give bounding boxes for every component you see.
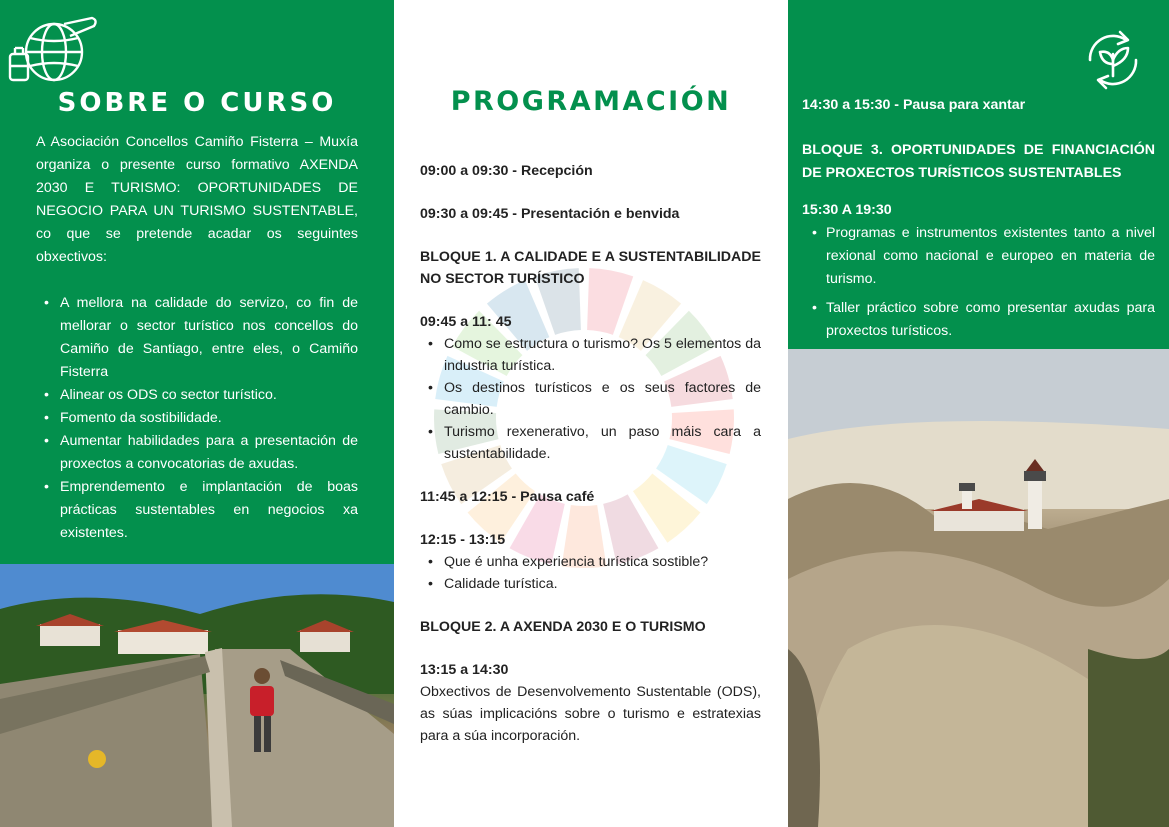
afternoon-schedule-section [788,0,1169,349]
session1-time: 09:45 a 11: 45 [420,314,512,330]
course-title: SOBRE O CURSO [57,88,337,118]
session2 [420,529,761,595]
lunch-slot [802,94,1155,117]
presentation-label: 09:30 a 09:45 - Presentación e benvida [420,206,680,222]
session1 [420,311,761,465]
session3-time: 13:15 a 14:30 [420,662,509,678]
objective-item: • Fomento da sostibilidade. [36,407,358,430]
coffee-break-label: 11:45 a 12:15 - Pausa café [420,489,595,505]
session2-topics [420,551,761,595]
topic-item: • Os destinos turísticos e os seus factores de cambio. [420,377,761,421]
left-panel [0,0,394,827]
reception-slot [420,160,761,182]
right-panel [788,0,1169,827]
middle-panel [394,0,788,827]
topic-item: • Como se estructura o turismo? Os 5 elementos da industria turística. [420,333,761,377]
block3-title: BLOQUE 3. OPORTUNIDADES DE FINANCIACIÓN DE PROXECTOS TURÍSTICOS SUSTENTABLES [802,142,1155,181]
block1-section [420,246,761,290]
objectives-list [36,292,358,545]
recycle-leaf-icon [1080,24,1146,96]
session4-topics [802,222,1155,343]
block2-section [420,616,761,638]
programme-title: PROGRAMACIÓN [450,86,732,117]
reception-label: 09:00 a 09:30 - Recepción [420,163,593,179]
session4-time: 15:30 A 19:30 [802,202,892,218]
session2-time: 12:15 - 13:15 [420,532,506,548]
objective-item: • Aumentar habilidades para a presentación de proxectos a convocatorias de axudas. [36,430,358,476]
presentation-slot [420,203,761,225]
globe-suitcase-icon [6,14,100,86]
objective-item: • Emprendemento e implantación de boas prácticas sustentables en negocios xa existentes. [36,476,358,545]
programme-schedule [420,160,761,768]
objective-item: • A mellora na calidade do servizo, co fin de mellorar o sector turístico nos concellos do Camiño de Santiago, entre eles, o Camiño Fisterra [36,292,358,384]
topic-item: • Programas e instrumentos existentes tanto a nivel rexional como nacional e europeo en materia de turismo. [802,222,1155,291]
bridge-scene-illustration [0,564,394,827]
session1-topics [420,333,761,465]
block3-section [802,139,1155,185]
lunch-label: 14:30 a 15:30 - Pausa para xantar [802,97,1026,113]
session3-description: Obxectivos de Desenvolvemento Sustentable (ODS), as súas implicacións sobre o turismo e estratexias para a súa incorporación. [420,684,761,744]
topic-item: • Turismo rexenerativo, un paso máis cara a sustentabilidade. [420,421,761,465]
topic-item: • Que é unha experiencia turística sostible? [420,551,761,573]
coffee-break-slot [420,486,761,508]
course-info-section [0,0,394,564]
session3 [420,659,761,747]
topic-item: • Taller práctico sobre como presentar axudas para proxectos turísticos. [802,297,1155,343]
lighthouse-scene-illustration [788,349,1169,827]
afternoon-schedule [802,94,1155,365]
topic-item: • Calidade turística. [420,573,761,595]
walker-on-stone-bridge-photo [0,564,394,827]
course-intro: A Asociación Concellos Camiño Fisterra – Muxía organiza o presente curso formativo AXENDA 2030 E TURISMO: OPORTUNIDADES DE NEGOCIO PARA UN TURISMO SUSTENTABLE, co que se pretende acadar os seguintes obxectivos: [36,134,358,265]
block1-title: BLOQUE 1. A CALIDADE E A SUSTENTABILIDADE NO SECTOR TURÍSTICO [420,249,761,287]
lighthouse-on-rocks-photo [788,349,1169,827]
block2-title: BLOQUE 2. A AXENDA 2030 E O TURISMO [420,619,706,635]
objective-item: • Alinear os ODS co sector turístico. [36,384,358,407]
session4 [802,199,1155,343]
